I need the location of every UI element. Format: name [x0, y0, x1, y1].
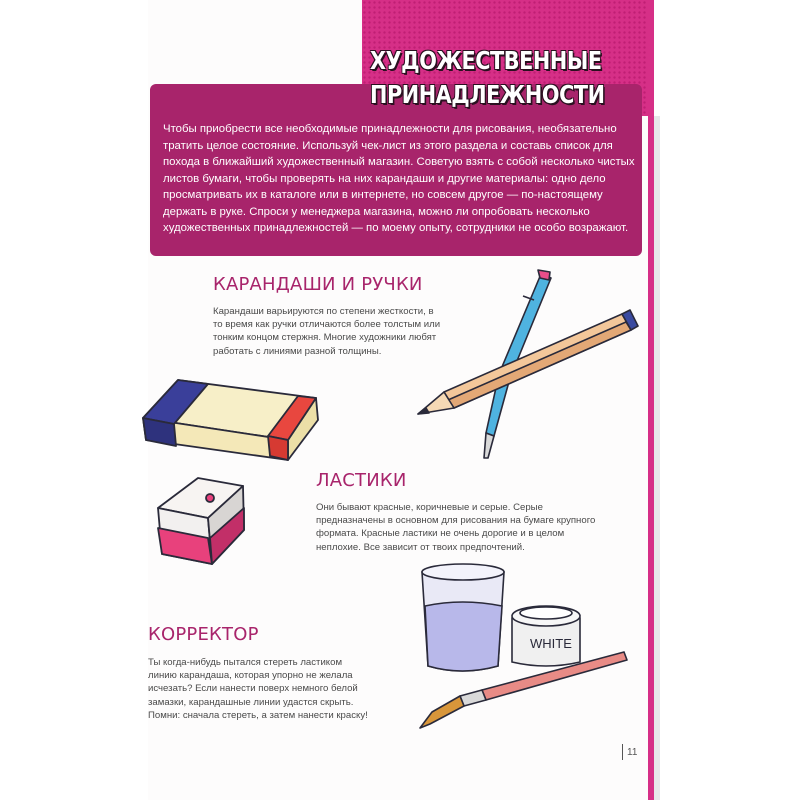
jar-label: WHITE [530, 636, 572, 651]
pencils-heading: КАРАНДАШИ И РУЧКИ [213, 274, 423, 295]
pencils-text: Карандаши варьируются по степени жесткости, в то время как ручки отличаются более толстым или тонким концом стержня. Многие художники любят работать с линиями разной толщины. [213, 306, 441, 357]
corrector-illustration [412, 558, 640, 738]
corrector-heading: КОРРЕКТОР [148, 624, 259, 645]
erasers-heading: ЛАСТИКИ [316, 470, 407, 491]
page-edge-shadow [654, 116, 660, 800]
pencil-and-pen-illustration [398, 266, 648, 466]
corrector-text: Ты когда-нибудь пытался стереть ластиком линию карандаша, которая упорно не желала исчезать? Если нанести поверх немного белой замазки, карандашные линии удастся скрыть. Помни: сначала стереть, а затем нанести краску! [148, 657, 368, 721]
page-number: 11 [627, 747, 638, 758]
water-glass-icon [422, 564, 504, 671]
page-title [370, 44, 605, 112]
page-number-divider [622, 744, 623, 760]
erasers-illustration [138, 368, 328, 568]
page-title-line2: ПРИНАДЛЕЖНОСТИ [370, 80, 605, 109]
intro-text: Чтобы приобрести все необходимые принадлежности для рисования, необязательно тратить целое состояние. Используй чек-лист из этого раздела и составь список для похода в ближайший художественный магазин. Советую взять с собой несколько чистых листов бумаги, чтобы проверять на них карандаши и другие материалы: одно дело просматривать их в каталоге или в интернете, но совсем другое — по-настоящему держать в руке. Спроси у менеджера магазина, можно ли опробовать несколько художественных принадлежностей — по моему опыту, сотрудники не особо возражают. [163, 123, 635, 234]
erasers-text: Они бывают красные, коричневые и серые. Серые предназначены в основном для рисования на бумаге крупного формата. Красные ластики не очень дорогие и в целом неплохие. Все зависит от твоих предпочтений. [316, 502, 596, 553]
eraser-small-icon [158, 478, 244, 564]
eraser-large-icon [143, 380, 318, 460]
page-title-line1: ХУДОЖЕСТВЕННЫЕ [370, 46, 602, 75]
